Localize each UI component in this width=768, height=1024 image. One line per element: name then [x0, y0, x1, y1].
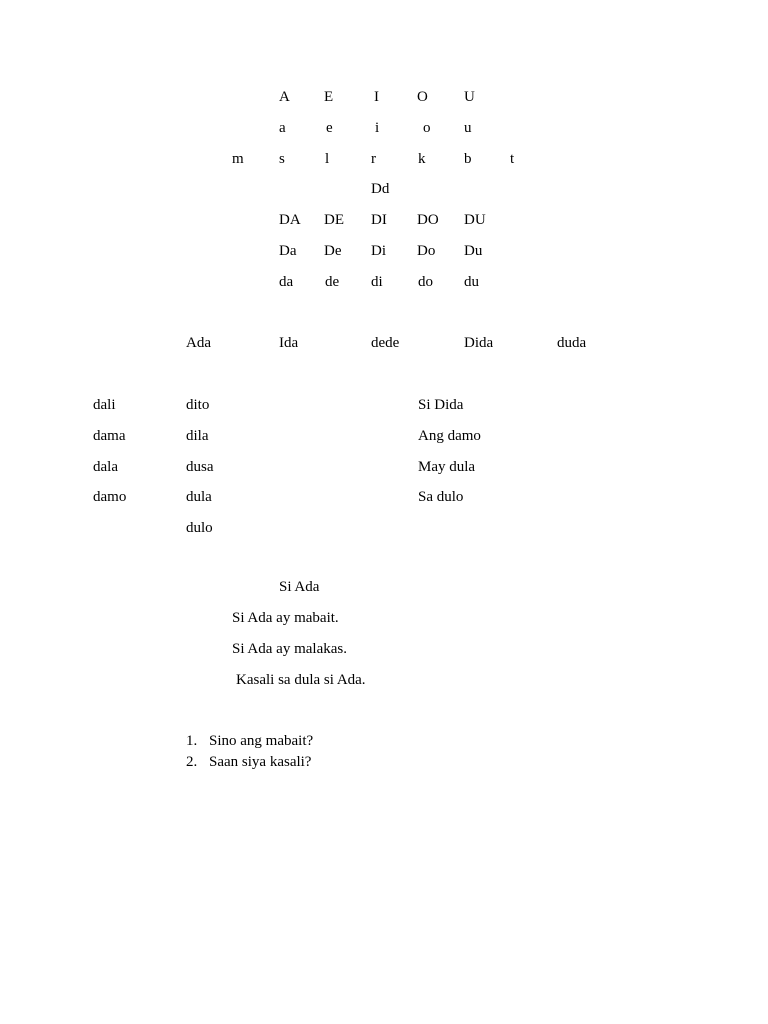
new-letter: Dd — [371, 181, 390, 197]
syllable-lower-di: di — [371, 274, 383, 290]
word-ada: Ada — [186, 335, 211, 351]
word-col1-item: damo — [93, 489, 127, 505]
syllable-upper-do: DO — [417, 212, 439, 228]
word-col1-item: dala — [93, 459, 118, 475]
consonant-b: b — [464, 151, 472, 167]
story-line: Kasali sa dula si Ada. — [236, 672, 366, 688]
consonant-k: k — [418, 151, 426, 167]
vowel-lower-u: u — [464, 120, 472, 136]
syllable-upper-di: DI — [371, 212, 387, 228]
syllable-upper-de: DE — [324, 212, 344, 228]
word-col2-item: dila — [186, 428, 209, 444]
vowel-lower-o: o — [423, 120, 431, 136]
phrase-item: May dula — [418, 459, 476, 475]
vowel-upper-i: I — [374, 89, 379, 105]
word-duda: duda — [557, 335, 587, 351]
vowel-upper-a: A — [279, 89, 290, 105]
consonant-m: m — [232, 151, 244, 167]
syllable-upper-du: DU — [464, 212, 486, 228]
vowel-lower-i: i — [375, 120, 380, 136]
syllable-lower-de: de — [325, 274, 340, 290]
vowel-lower-a: a — [279, 120, 286, 136]
word-col1-item: dali — [93, 397, 116, 413]
word-col2-item: dula — [186, 489, 212, 505]
syllable-title-da: Da — [279, 243, 297, 259]
consonant-s: s — [279, 151, 285, 167]
word-ida: Ida — [279, 335, 299, 351]
word-col2-item: dusa — [186, 459, 214, 475]
word-col1-item: dama — [93, 428, 126, 444]
consonant-r: r — [371, 151, 376, 167]
syllable-title-di: Di — [371, 243, 386, 259]
syllable-lower-da: da — [279, 274, 294, 290]
vowel-upper-o: O — [417, 89, 428, 105]
question-text: Saan siya kasali? — [209, 754, 312, 770]
consonant-l: l — [325, 151, 330, 167]
story-title: Si Ada — [279, 579, 320, 595]
phrase-item: Ang damo — [418, 428, 481, 444]
question-text: Sino ang mabait? — [209, 733, 314, 749]
word-dida: Dida — [464, 335, 494, 351]
syllable-title-do: Do — [417, 243, 436, 259]
story-line: Si Ada ay malakas. — [232, 641, 347, 657]
phrase-item: Si Dida — [418, 397, 464, 413]
syllable-upper-da: DA — [279, 212, 301, 228]
vowel-upper-u: U — [464, 89, 475, 105]
word-dede: dede — [371, 335, 400, 351]
word-col2-item: dito — [186, 397, 210, 413]
vowel-lower-e: e — [326, 120, 333, 136]
word-col2-item: dulo — [186, 520, 213, 536]
syllable-title-de: De — [324, 243, 342, 259]
phrase-item: Sa dulo — [418, 489, 464, 505]
syllable-title-du: Du — [464, 243, 483, 259]
question-number: 1. — [186, 733, 198, 749]
syllable-lower-do: do — [418, 274, 433, 290]
syllable-lower-du: du — [464, 274, 479, 290]
question-number: 2. — [186, 754, 198, 770]
vowel-upper-e: E — [324, 89, 334, 105]
story-line: Si Ada ay mabait. — [232, 610, 339, 626]
consonant-t: t — [510, 151, 515, 167]
